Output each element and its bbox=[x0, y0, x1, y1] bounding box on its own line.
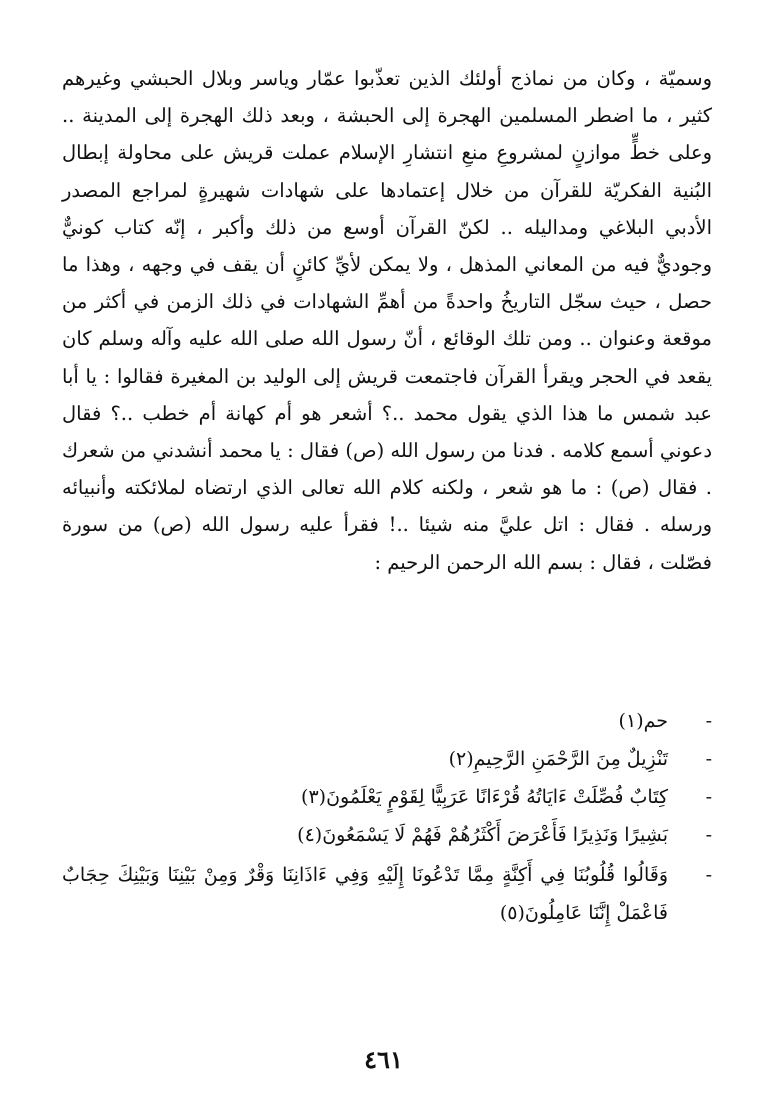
verse-text: كِتَابٌ فُصِّلَتْ ءَايَاتُهُ قُرْءَانًا عَرَبِيًّا لِقَوْمٍ يَعْلَمُونَ(٣) bbox=[301, 786, 668, 808]
verse-list bbox=[62, 702, 712, 932]
verse-dash: - bbox=[705, 786, 712, 808]
verse-text: بَشِيرًا وَنَذِيرًا فَأَعْرَضَ أَكْثَرُهُمْ فَهُمْ لَا يَسْمَعُونَ(٤) bbox=[297, 824, 668, 846]
verse-item bbox=[62, 778, 712, 816]
verse-item bbox=[62, 740, 712, 778]
verse-text: تَنْزِيلٌ مِنَ الرَّحْمَنِ الرَّحِيمِ(٢) bbox=[448, 748, 668, 770]
page-number: ٤٦١ bbox=[364, 1045, 403, 1074]
verse-dash: - bbox=[705, 864, 712, 886]
verse-item bbox=[62, 856, 712, 932]
verse-dash: - bbox=[705, 824, 712, 846]
verse-item bbox=[62, 702, 712, 740]
verse-text: وَقَالُوا قُلُوبُنَا فِي أَكِنَّةٍ مِمَّا تَدْعُونَا إِلَيْهِ وَفِي ءَاذَانِنَا وَقْرٌ وَمِنْ بَيْنِنَا وَبَيْنِكَ حِجَابٌ فَاعْمَلْ إِنَّنَا عَامِلُونَ(٥) bbox=[62, 864, 668, 924]
body-paragraph: وسميّة ، وكان من نماذج أولئك الذين تعذّبوا عمّار وياسر وبلال الحبشي وغيرهم كثير ، ما اضطر المسلمين الهجرة إلى الحبشة ، وبعد ذلك الهجرة إلى المدينة .. وعلى خطٍّ موازنٍ لمشروعِ منعِ انتشارِ الإسلام عملت قريش على محاولة إبطال البُنية الفكريّة للقرآن من خلال إعتمادها على شهادات شهيرةٍ لمراجع المصدر الأدبي البلاغي ومداليله .. لكنّ القرآن أوسع من ذلك وأكبر ، إنّه كتاب كونيٌّ وجوديٌّ فيه من المعاني المذهل ، ولا يمكن لأيِّ كائنٍ أن يقف في وجهه ، وهذا ما حصل ، حيث سجّل التاريخُ واحدةً من أهمِّ الشهادات في ذلك الزمن في أكثر من موقعة وعنوان .. ومن تلك الوقائع ، أنّ رسول الله صلى الله عليه وآله وسلم كان يقعد في الحجر ويقرأ القرآن فاجتمعت قريش إلى الوليد بن المغيرة فقالوا : يا أبا عبد شمس ما هذا الذي يقول محمد ..؟ أشعر هو أم كهانة أم خطب ..؟ فقال دعوني أسمع كلامه . فدنا من رسول الله (ص) فقال : يا محمد أنشدني من شعرك . فقال (ص) : ما هو شعر ، ولكنه كلام الله تعالى الذي ارتضاه لملائكته وأنبيائه ورسله . فقال : اتل عليَّ منه شيئا ..! فقرأ عليه رسول الله (ص) من سورة فصّلت ، فقال : بسم الله الرحمن الرحيم : bbox=[62, 67, 712, 574]
verse-dash: - bbox=[705, 748, 712, 770]
verse-item bbox=[62, 816, 712, 854]
verse-dash: - bbox=[705, 710, 712, 732]
verse-text: حم(١) bbox=[618, 710, 668, 732]
